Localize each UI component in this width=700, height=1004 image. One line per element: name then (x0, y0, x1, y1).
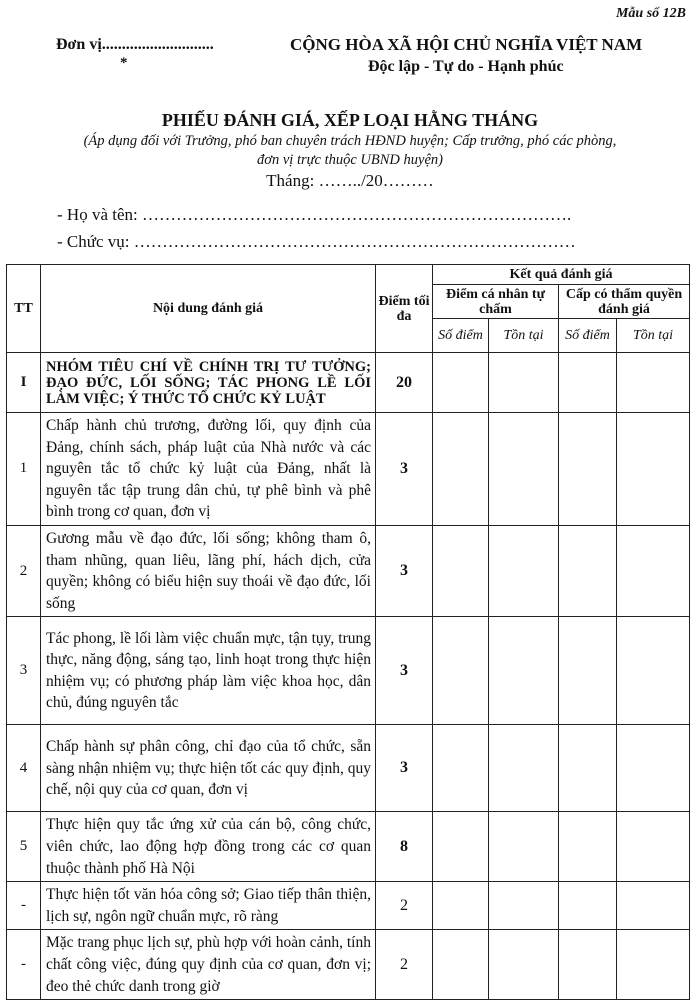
name-field: - Họ và tên: …………………………………………………………………. (57, 205, 572, 224)
self-remain-cell[interactable] (489, 525, 559, 616)
table-row (7, 617, 690, 725)
motto: Độc lập - Tự do - Hạnh phúc (368, 58, 564, 75)
row-max-score: 3 (376, 617, 433, 725)
self-score-cell[interactable] (433, 882, 489, 930)
table-row (7, 930, 690, 1000)
header-tt: TT (7, 265, 41, 353)
header-max-score: Điểm tối đa (376, 265, 433, 353)
row-tt: 3 (7, 617, 41, 725)
row-tt: 2 (7, 525, 41, 616)
table-row (7, 812, 690, 882)
self-remain-cell[interactable] (489, 930, 559, 1000)
auth-score-cell[interactable] (559, 525, 617, 616)
row-max-score: 20 (376, 353, 433, 413)
auth-remain-cell[interactable] (617, 617, 690, 725)
header-self-score: Số điểm (433, 319, 489, 353)
unit-label: Đơn vị............................ (56, 36, 214, 53)
header-content: Nội dung đánh giá (41, 265, 376, 353)
auth-remain-cell[interactable] (617, 930, 690, 1000)
self-score-cell[interactable] (433, 812, 489, 882)
month-line: Tháng: ……../20……… (266, 171, 434, 190)
self-remain-cell[interactable] (489, 725, 559, 812)
self-score-cell[interactable] (433, 525, 489, 616)
auth-remain-cell[interactable] (617, 353, 690, 413)
self-score-cell[interactable] (433, 930, 489, 1000)
nation-heading: CỘNG HÒA XÃ HỘI CHỦ NGHĨA VIỆT NAM (290, 35, 643, 54)
page-title: PHIẾU ĐÁNH GIÁ, XẾP LOẠI HẰNG THÁNG (161, 110, 539, 130)
table-row (7, 353, 690, 413)
auth-score-cell[interactable] (559, 812, 617, 882)
self-score-cell[interactable] (433, 353, 489, 413)
self-remain-cell[interactable] (489, 812, 559, 882)
row-max-score: 3 (376, 413, 433, 526)
self-remain-cell[interactable] (489, 617, 559, 725)
header-auth-score: Số điểm (559, 319, 617, 353)
row-max-score: 3 (376, 525, 433, 616)
auth-remain-cell[interactable] (617, 725, 690, 812)
row-content: Tác phong, lề lối làm việc chuẩn mực, tận tụy, trung thực, năng động, sáng tạo, linh hoạt trong thực hiện nhiệm vụ; có phương pháp làm việc khoa học, dân chủ, đúng nguyên tắc (41, 617, 376, 725)
self-score-cell[interactable] (433, 413, 489, 526)
row-max-score: 2 (376, 882, 433, 930)
header-result: Kết quả đánh giá (433, 265, 690, 285)
table-row (7, 525, 690, 616)
header-self: Điểm cá nhân tự chấm (433, 285, 559, 319)
row-max-score: 2 (376, 930, 433, 1000)
row-tt: I (7, 353, 41, 413)
self-score-cell[interactable] (433, 725, 489, 812)
table-row (7, 882, 690, 930)
row-content: Mặc trang phục lịch sự, phù hợp với hoàn cảnh, tính chất công việc, đúng quy định của cơ quan, đơn vị; đeo thẻ chức danh trong giờ (41, 930, 376, 1000)
table-row (7, 725, 690, 812)
auth-score-cell[interactable] (559, 617, 617, 725)
self-remain-cell[interactable] (489, 413, 559, 526)
row-content: Thực hiện quy tắc ứng xử của cán bộ, công chức, viên chức, lao động hợp đồng trong các cơ quan thuộc thành phố Hà Nội (41, 812, 376, 882)
row-tt: 5 (7, 812, 41, 882)
auth-score-cell[interactable] (559, 725, 617, 812)
header-auth-remain: Tồn tại (617, 319, 690, 353)
row-content: Thực hiện tốt văn hóa công sở; Giao tiếp thân thiện, lịch sự, ngôn ngữ chuẩn mực, rõ ràng (41, 882, 376, 930)
position-field: - Chức vụ: …………………………………………………………………… (57, 232, 576, 251)
row-tt: 1 (7, 413, 41, 526)
auth-score-cell[interactable] (559, 413, 617, 526)
header-authority: Cấp có thẩm quyền đánh giá (559, 285, 690, 319)
row-tt: - (7, 930, 41, 1000)
table-row (7, 413, 690, 526)
row-max-score: 8 (376, 812, 433, 882)
evaluation-table (6, 264, 690, 1000)
row-content: Gương mẫu về đạo đức, lối sống; không tham ô, tham nhũng, quan liêu, lãng phí, hách dịch, cửa quyền; không có biểu hiện suy thoái về đạo đức, lối sống (41, 525, 376, 616)
row-content: Chấp hành chủ trương, đường lối, quy định của Đảng, chính sách, pháp luật của Nhà nước và các nguyên tắc tổ chức kỷ luật của Đảng, nhất là nguyên tắc tập trung dân chủ, tự phê bình và phê bình trong cơ quan, đơn vị (41, 413, 376, 526)
row-tt: 4 (7, 725, 41, 812)
auth-score-cell[interactable] (559, 930, 617, 1000)
self-remain-cell[interactable] (489, 353, 559, 413)
auth-score-cell[interactable] (559, 353, 617, 413)
header-self-remain: Tồn tại (489, 319, 559, 353)
self-remain-cell[interactable] (489, 882, 559, 930)
page-subtitle: (Áp dụng đối với Trưởng, phó ban chuyên trách HĐND huyện; Cấp trưởng, phó các phòng, đơn vị trực thuộc UBND huyện) (83, 133, 617, 168)
auth-remain-cell[interactable] (617, 812, 690, 882)
row-content: NHÓM TIÊU CHÍ VỀ CHÍNH TRỊ TƯ TƯỞNG; ĐẠO ĐỨC, LỐI SỐNG; TÁC PHONG LỀ LỐI LÀM VIỆC; Ý THỨC TỔ CHỨC KỶ LUẬT (41, 353, 376, 413)
row-max-score: 3 (376, 725, 433, 812)
auth-score-cell[interactable] (559, 882, 617, 930)
auth-remain-cell[interactable] (617, 882, 690, 930)
form-number: Mẫu số 12B (615, 6, 686, 21)
auth-remain-cell[interactable] (617, 413, 690, 526)
self-score-cell[interactable] (433, 617, 489, 725)
row-content: Chấp hành sự phân công, chỉ đạo của tổ chức, sẵn sàng nhận nhiệm vụ; thực hiện tốt các quy định, quy chế, nội quy của cơ quan, đơn vị (41, 725, 376, 812)
unit-star: * (120, 55, 128, 71)
auth-remain-cell[interactable] (617, 525, 690, 616)
row-tt: - (7, 882, 41, 930)
